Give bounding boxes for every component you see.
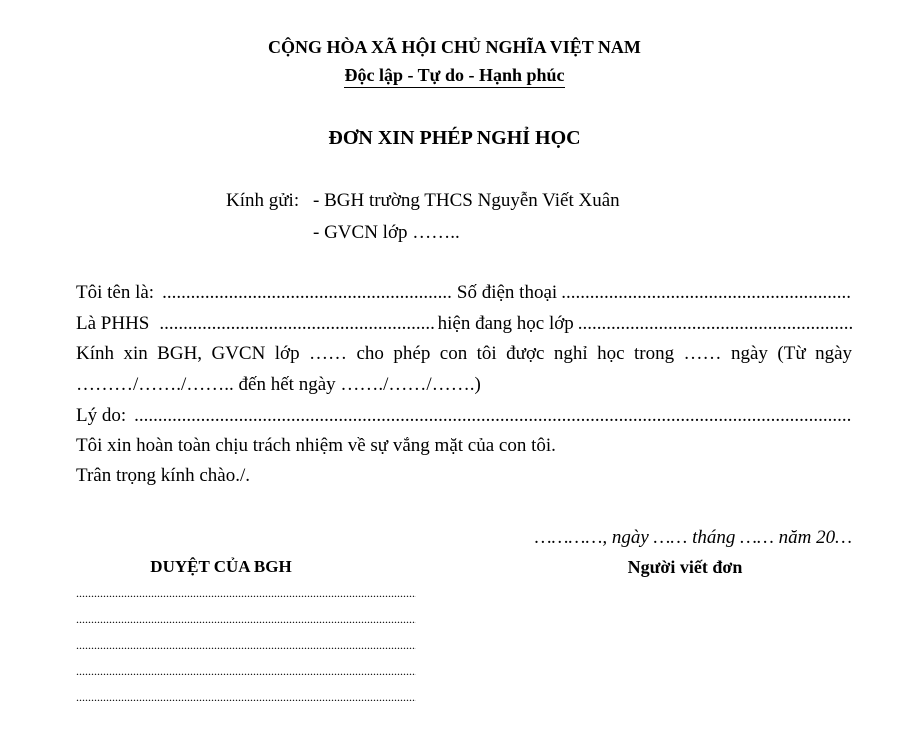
closing-line: Trân trọng kính chào./. (76, 465, 250, 486)
class-blank (578, 313, 852, 335)
responsibility-line: Tôi xin hoàn toàn chịu trách nhiệm về sự vắng mặt của con tôi. (76, 435, 556, 456)
name-label: Tôi tên là: (76, 282, 155, 303)
recipient-label: Kính gửi: (226, 190, 300, 211)
recipient-teacher: - GVCN lớp …….. (313, 222, 460, 243)
national-name: CỘNG HÒA XÃ HỘI CHỦ NGHĨA VIỆT NAM (268, 37, 641, 57)
parent-class-row (76, 313, 852, 335)
reason-blank (126, 405, 852, 427)
request-line: Kính xin BGH, GVCN lớp …… cho phép con tôi được nghỉ học trong …… ngày (Từ ngày (76, 343, 852, 364)
approval-dotted-line (76, 690, 416, 705)
name-blank (154, 282, 453, 304)
approval-dotted-line (76, 586, 416, 601)
name-phone-row (76, 282, 852, 304)
approval-dotted-line (76, 612, 416, 627)
parent-label: Là PHHS (76, 313, 150, 334)
approval-title: DUYỆT CỦA BGH (150, 557, 292, 576)
document-title: ĐƠN XIN PHÉP NGHỈ HỌC (328, 127, 581, 149)
date-range-line: ………/……./…….. đến hết ngày ……./……/…….) (76, 374, 481, 395)
signer-title: Người viết đơn (627, 557, 743, 577)
approval-dotted-line (76, 664, 416, 679)
parent-blank (149, 313, 433, 335)
phone-blank (561, 282, 852, 304)
recipient-school: - BGH trường THCS Nguyễn Viết Xuân (313, 190, 620, 211)
approval-dotted-line (76, 638, 416, 653)
class-label: hiện đang học lớp (437, 313, 574, 334)
date-line: …………, ngày …… tháng …… năm 20… (534, 527, 852, 548)
motto-wrapper (0, 66, 909, 88)
motto: Độc lập - Tự do - Hạnh phúc (344, 66, 564, 88)
reason-label: Lý do: (76, 405, 127, 426)
reason-row (76, 405, 852, 427)
phone-label: Số điện thoại (456, 282, 558, 303)
